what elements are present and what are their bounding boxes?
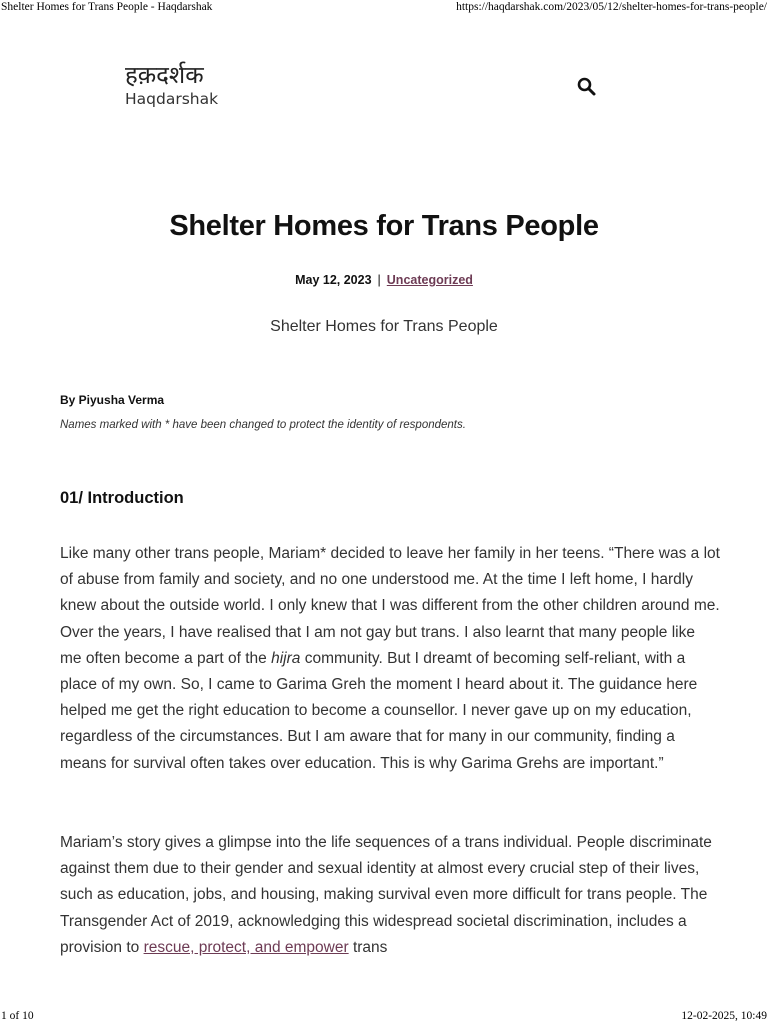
paragraph-text: trans xyxy=(348,938,388,956)
logo-latin-text: Haqdarshak xyxy=(125,90,219,108)
print-datetime: 12-02-2025, 10:49 xyxy=(681,1010,767,1022)
print-header xyxy=(0,1,768,17)
site-header xyxy=(0,55,768,125)
site-logo[interactable] xyxy=(125,61,218,108)
section-heading: 01/ Introduction xyxy=(60,489,184,507)
paragraph-intro xyxy=(60,541,720,777)
paragraph-text: Mariam’s story gives a glimpse into the life sequences of a trans individual. People discriminate against them due to their gender and sexual identity at almost every crucial step of their lives, such as education, jobs, and housing, making survival even more difficult for trans people. The Transgender Act of 2019, acknowledging this widespread societal discrimination, includes a provision to xyxy=(60,834,712,956)
search-button[interactable] xyxy=(576,76,598,98)
logo-hindi-text: हक़दर्शक xyxy=(125,61,204,89)
post-meta xyxy=(0,273,768,287)
paragraph-text: community. But I dreamt of becoming self-reliant, with a place of my own. So, I came to Garima Greh the moment I heard about it. The guidance here helped me get the right education to become a counsellor. I never gave up on my education, regardless of the circumstances. But I am aware that for many in our community, finding a means for survival often takes over education. This is why Garima Grehs are important.” xyxy=(60,649,698,772)
post-date: May 12, 2023 xyxy=(295,273,372,287)
page-indicator: 1 of 10 xyxy=(1,1010,34,1022)
identity-note: Names marked with * have been changed to protect the identity of respondents. xyxy=(60,419,466,431)
category-link[interactable]: Uncategorized xyxy=(386,273,473,287)
meta-separator: | xyxy=(377,273,381,287)
print-page-title: Shelter Homes for Trans People - Haqdarshak xyxy=(1,1,213,13)
search-icon xyxy=(576,76,598,98)
post-subtitle: Shelter Homes for Trans People xyxy=(270,318,498,335)
paragraph-text: Like many other trans people, Mariam* decided to leave her family in her teens. “There was a lot of abuse from family and society, and no one understood me. At the time I left home, I hardly knew about the outside world. I only knew that I was different from the other children around me. Over the years, I have realised that I am not gay but trans. I also learnt that many people like me often become a part of the xyxy=(60,545,720,667)
rescue-protect-empower-link[interactable]: rescue, protect, and empower xyxy=(143,938,349,956)
italic-term: hijra xyxy=(271,649,301,667)
print-page-url: https://haqdarshak.com/2023/05/12/shelter-homes-for-trans-people/ xyxy=(456,1,767,13)
post-title: Shelter Homes for Trans People xyxy=(169,210,599,242)
paragraph-mariam-story xyxy=(60,830,720,961)
byline: By Piyusha Verma xyxy=(60,393,165,407)
